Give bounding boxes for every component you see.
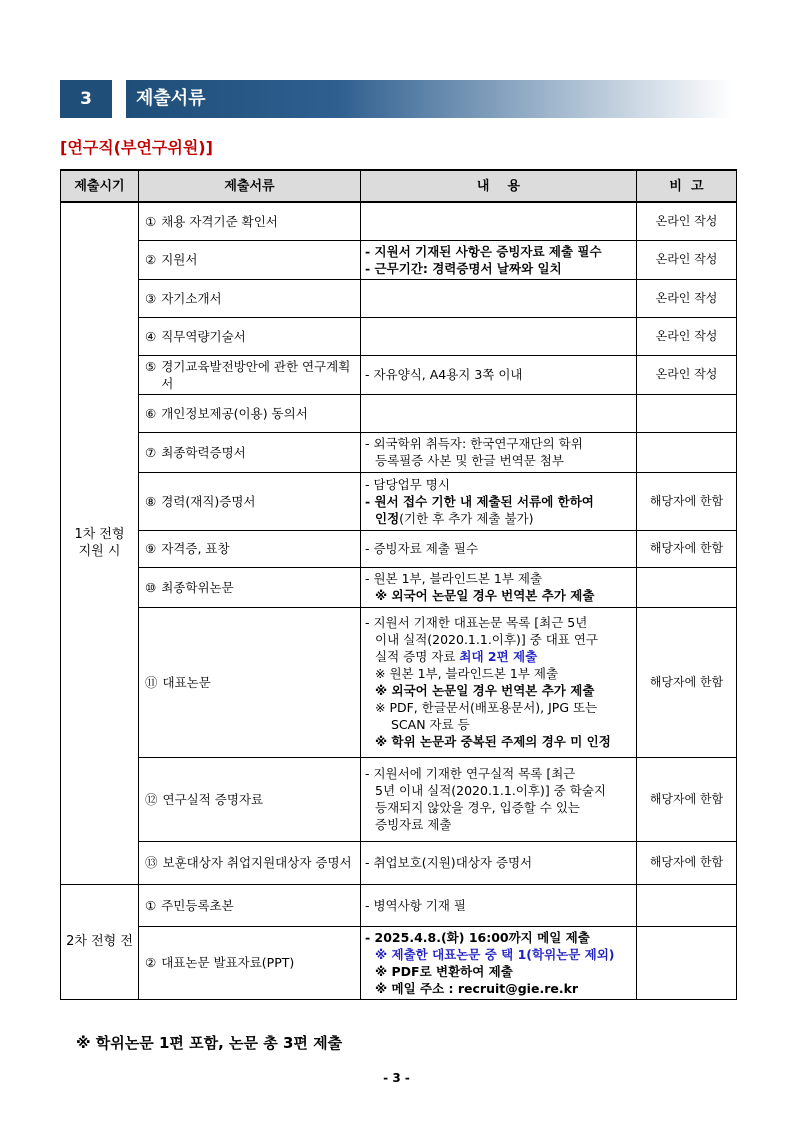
note-cell: 해당자에 한함: [637, 530, 737, 567]
content-cell: [361, 472, 637, 530]
note-cell: 온라인 작성: [637, 279, 737, 317]
document-name-cell: [139, 432, 361, 472]
note-cell: [637, 394, 737, 432]
section-header: [60, 80, 733, 118]
table-row: [61, 884, 737, 926]
content-text: 실적 증명 자료: [375, 649, 460, 664]
content-line: [365, 435, 632, 452]
content-line: [365, 733, 632, 750]
content-text: - 자유양식, A4용지 3쪽 이내: [365, 367, 523, 382]
content-text: - 취업보호(지원)대상자 증명서: [365, 855, 533, 870]
note-cell: 해당자에 한함: [637, 757, 737, 841]
document-name-cell: [139, 926, 361, 999]
content-cell: [361, 530, 637, 567]
document-name: 지원서: [161, 252, 198, 267]
item-number: ⑪: [145, 674, 158, 690]
item-number: ②: [145, 955, 157, 970]
document-name-cell: [139, 607, 361, 757]
table-row: [61, 607, 737, 757]
content-cell: [361, 607, 637, 757]
section-title: 제출서류: [136, 88, 206, 109]
note-cell: 해당자에 한함: [637, 841, 737, 884]
table-row: [61, 757, 737, 841]
note-cell: 온라인 작성: [637, 317, 737, 355]
content-text: - 근무기간: 경력증명서 날짜와 일치: [365, 260, 562, 276]
highlight-text: 최대 2편 제출: [459, 649, 538, 664]
content-line: [365, 631, 632, 648]
document-name: 대표논문 발표자료(PPT): [161, 955, 295, 970]
header-document: 제출서류: [139, 170, 361, 202]
content-text: - 담당업무 명시: [365, 476, 450, 492]
content-text: - 지원서에 기재한 연구실적 목록 [최근: [365, 766, 576, 781]
document-name-cell: [139, 757, 361, 841]
content-text: ※ 메일 주소 : recruit@gie.re.kr: [375, 980, 579, 996]
note-cell: 온라인 작성: [637, 240, 737, 279]
submission-period: 2차 전형 전: [61, 884, 139, 999]
content-cell: [361, 279, 637, 317]
content-line: [365, 648, 632, 665]
content-text: ※ 외국어 논문일 경우 번역본 추가 제출: [375, 683, 595, 698]
content-line: [365, 946, 632, 963]
content-text: - 외국학위 취득자: 한국연구재단의 학위: [365, 436, 583, 451]
item-number: ⑫: [145, 791, 158, 807]
item-number: ③: [145, 290, 157, 306]
content-line: [365, 510, 632, 527]
header-period: 제출시기: [61, 170, 139, 202]
content-text: - 지원서 기재된 사항은 증빙자료 제출 필수: [365, 243, 602, 259]
content-text: - 증빙자료 제출 필수: [365, 541, 479, 556]
document-name-cell: [139, 884, 361, 926]
table-row: [61, 279, 737, 317]
content-line: [365, 540, 632, 557]
content-line: [365, 587, 632, 604]
item-number: ⑨: [145, 541, 157, 556]
content-cell: [361, 394, 637, 432]
content-line: [365, 614, 632, 631]
header-note: 비 고: [637, 170, 737, 202]
table-row: [61, 530, 737, 567]
header-content: 내 용: [361, 170, 637, 202]
content-line: [365, 799, 632, 816]
section-title-bar: [126, 80, 733, 118]
page-number: - 3 -: [383, 1071, 410, 1085]
content-line: [365, 452, 632, 469]
document-name: 최종학위논문: [161, 579, 234, 595]
content-text: SCAN 자료 등: [391, 717, 470, 732]
submission-period: 1차 전형 지원 시: [61, 202, 139, 884]
table-row: [61, 355, 737, 394]
content-line: [365, 716, 632, 733]
footnote: ※ 학위논문 1편 포함, 논문 총 3편 제출: [76, 1034, 343, 1052]
table-body: [61, 202, 737, 999]
note-cell: [637, 567, 737, 607]
content-cell: [361, 757, 637, 841]
document-name-cell: [139, 530, 361, 567]
content-text: - 원본 1부, 블라인드본 1부 제출: [365, 571, 543, 586]
table-row: [61, 841, 737, 884]
table-row: [61, 926, 737, 999]
item-number: ②: [145, 252, 157, 267]
item-number: ⑤: [145, 358, 157, 374]
content-line: [365, 665, 632, 682]
content-text: 등록필증 사본 및 한글 번역문 첨부: [375, 453, 564, 468]
document-name: 자격증, 표창: [161, 541, 230, 556]
document-name: 주민등록초본: [161, 897, 234, 913]
table-row: [61, 202, 737, 240]
content-suffix: (기한 후 추가 제출 불가): [399, 510, 534, 526]
document-name: 개인정보제공(이용) 동의서: [161, 405, 308, 421]
content-text: ※ PDF, 한글문서(배포용문서), JPG 또는: [375, 700, 598, 715]
document-name-cell: [139, 279, 361, 317]
document-name: 채용 자격기준 확인서: [161, 213, 278, 229]
content-line: [365, 897, 632, 914]
document-name: 자기소개서: [161, 290, 222, 306]
content-line: [365, 260, 632, 277]
content-line: [365, 765, 632, 782]
content-text: - 원서 접수 기한 내 제출된 서류에 한하여: [365, 493, 594, 509]
content-line: [365, 980, 632, 997]
content-text: 증빙자료 제출: [375, 817, 452, 832]
content-text: ※ 학위 논문과 중복된 주제의 경우 미 인정: [375, 734, 611, 749]
content-text: 인정: [375, 510, 400, 526]
content-line: [365, 493, 632, 510]
documents-table: [60, 169, 737, 1000]
position-subtitle: [연구직(부연구위원)]: [60, 138, 213, 157]
content-line: [365, 782, 632, 799]
content-text: ※ 외국어 논문일 경우 번역본 추가 제출: [375, 588, 595, 603]
content-cell: [361, 355, 637, 394]
item-number: ⑦: [145, 444, 157, 460]
content-line: [365, 243, 632, 260]
table-row: [61, 394, 737, 432]
document-name-cell: [139, 472, 361, 530]
note-cell: 온라인 작성: [637, 355, 737, 394]
content-cell: [361, 884, 637, 926]
document-name-cell: [139, 202, 361, 240]
note-cell: 해당자에 한함: [637, 607, 737, 757]
table-row: [61, 317, 737, 355]
content-text: 이내 실적(2020.1.1.이후)] 중 대표 연구: [375, 632, 598, 647]
content-line: [365, 699, 632, 716]
content-cell: [361, 841, 637, 884]
note-cell: [637, 432, 737, 472]
document-name: 직무역량기술서: [161, 328, 246, 344]
item-number: ①: [145, 897, 157, 913]
content-cell: [361, 432, 637, 472]
item-number: ⑥: [145, 405, 157, 421]
content-text: ※ 원본 1부, 블라인드본 1부 제출: [375, 666, 559, 681]
content-cell: [361, 202, 637, 240]
content-text: ※ 제출한 대표논문 중 택 1(학위논문 제외): [375, 946, 615, 962]
note-cell: [637, 926, 737, 999]
content-cell: [361, 240, 637, 279]
content-cell: [361, 567, 637, 607]
table-row: [61, 567, 737, 607]
content-cell: [361, 926, 637, 999]
content-text: - 지원서 기재한 대표논문 목록 [최근 5년: [365, 615, 588, 630]
table-row: [61, 432, 737, 472]
content-line: [365, 929, 632, 946]
document-name: 경기교육발전방안에 관한 연구계획서: [161, 358, 351, 391]
document-name: 경력(재직)증명서: [161, 493, 256, 509]
content-text: - 2025.4.8.(화) 16:00까지 메일 제출: [365, 929, 590, 945]
item-number: ⑧: [145, 493, 157, 509]
document-name-cell: [139, 567, 361, 607]
table-header-row: [61, 170, 737, 202]
table-row: [61, 240, 737, 279]
document-name-cell: [139, 240, 361, 279]
content-line: [365, 366, 632, 383]
content-text: 5년 이내 실적(2020.1.1.이후)] 중 학술지: [375, 783, 606, 798]
content-line: [365, 682, 632, 699]
note-cell: 온라인 작성: [637, 202, 737, 240]
item-number: ⑬: [145, 855, 158, 870]
document-name-cell: [139, 355, 361, 394]
content-text: ※ PDF로 변환하여 제출: [375, 963, 513, 979]
note-cell: [637, 884, 737, 926]
document-name: 보훈대상자 취업지원대상자 증명서: [162, 855, 352, 870]
content-line: [365, 476, 632, 493]
item-number: ①: [145, 213, 157, 229]
document-name: 대표논문: [162, 674, 211, 690]
table-row: [61, 472, 737, 530]
document-name-cell: [139, 394, 361, 432]
content-line: [365, 963, 632, 980]
content-line: [365, 816, 632, 833]
content-line: [365, 854, 632, 871]
document-name-cell: [139, 841, 361, 884]
item-number: ⑩: [145, 579, 157, 595]
content-text: 등재되지 않았을 경우, 입증할 수 있는: [375, 800, 580, 815]
note-cell: 해당자에 한함: [637, 472, 737, 530]
content-text: - 병역사항 기재 필: [365, 897, 466, 913]
document-name: 최종학력증명서: [161, 444, 246, 460]
document-name: 연구실적 증명자료: [162, 791, 264, 807]
document-name-cell: [139, 317, 361, 355]
section-number: 3: [60, 80, 112, 118]
content-cell: [361, 317, 637, 355]
item-number: ④: [145, 328, 157, 344]
content-line: [365, 570, 632, 587]
